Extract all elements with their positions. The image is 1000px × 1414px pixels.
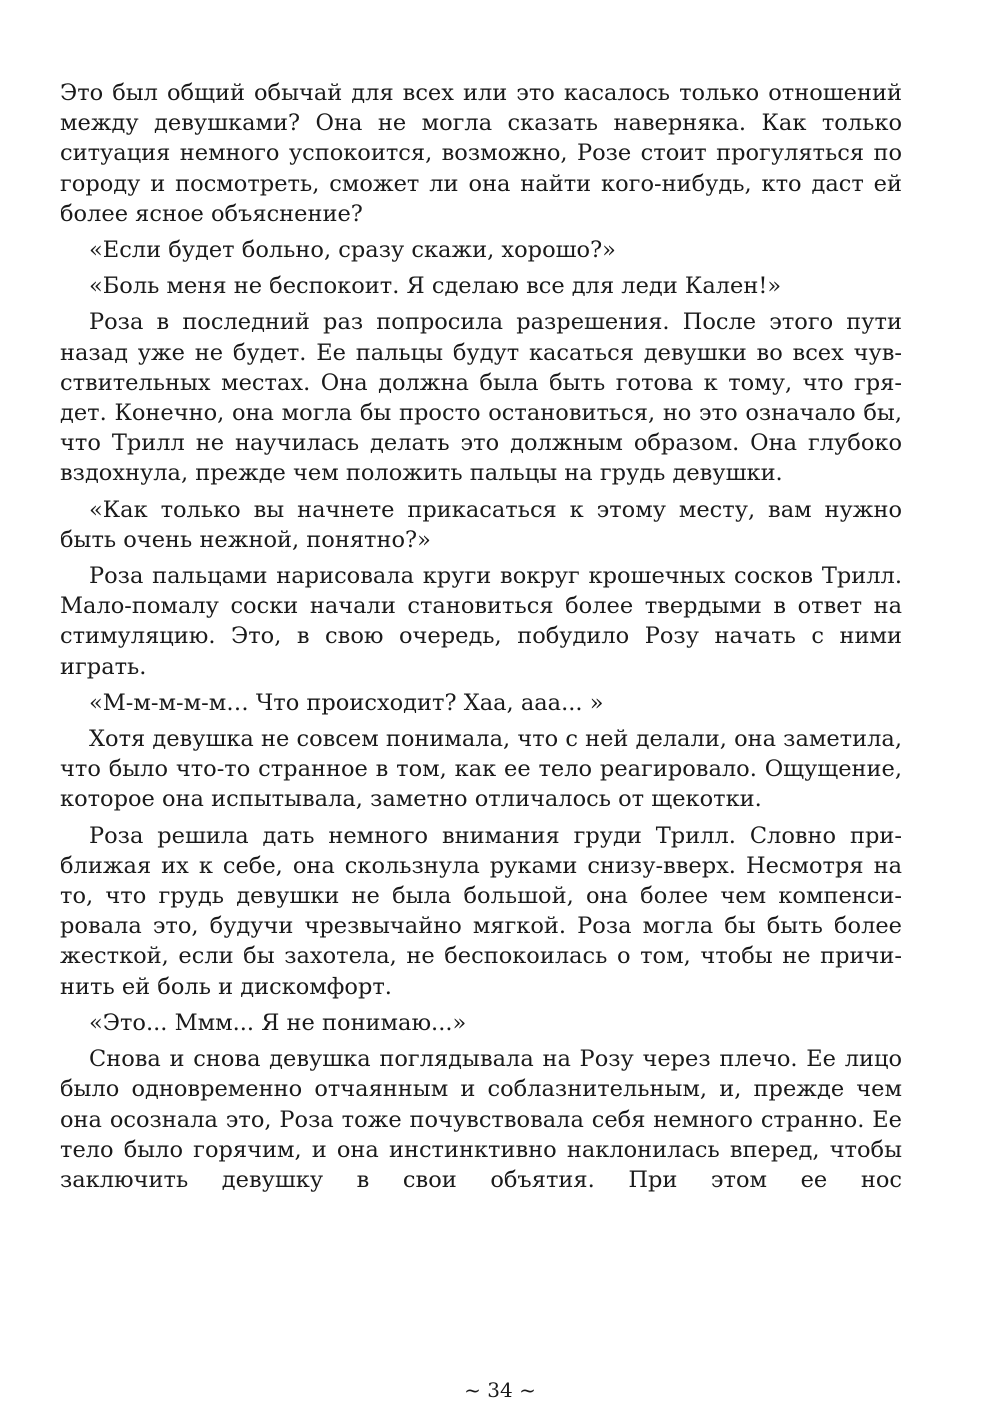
paragraph-11: Снова и снова девушка поглядывала на Розу через плечо. Ее лицо было одновременно отчаянным и соблазнительным, и, прежде чем она осознала это, Роза тоже почувствовала себя немного странно. Ее тело было горячим, и она инстинктивно наклонилась вперед, чтобы заключить девушку в свои объятия. При этом ее нос <box>60 1046 902 1193</box>
paragraph-6: Роза пальцами нарисовала круги вокруг крошечных сосков Трилл. Мало-помалу соски начали становиться более твердыми в ответ на стимуляцию. Это, в свою очередь, побудило Розу начать с ними играть. <box>60 563 902 680</box>
paragraph-7: «М-м-м-м-м… Что происходит? Хаа, ааа... » <box>89 689 604 716</box>
paragraph-3: «Боль меня не беспокоит. Я сделаю все для леди Кален!» <box>89 273 782 300</box>
paragraph-2: «Если будет больно, сразу скажи, хорошо?» <box>89 237 616 264</box>
paragraph-4: Роза в последний раз попросила разрешения. После этого пути назад уже не будет. Ее пальцы будут касаться девушки во всех чувствительных местах. Она должна была быть готова к тому, что грядет. Конечно, она могла бы просто остановиться, но это означало бы, что Трилл не научилась делать это должным образом. Она глубоко вздохнула, прежде чем положить пальцы на грудь девушки. <box>60 309 902 487</box>
page-body <box>60 78 902 1201</box>
paragraph-8: Хотя девушка не совсем понимала, что с ней делали, она заметила, что было что-то странное в том, как ее тело реагировало. Ощущение, которое она испытывала, заметно отличалось от щекотки. <box>60 726 902 813</box>
page-number: ~ 34 ~ <box>464 1378 536 1402</box>
paragraph-1: Это был общий обычай для всех или это касалось только отношений между девушками? Она не могла сказать наверняка. Как только ситуация немного успокоится, возможно, Розе стоит прогуляться по городу и посмотреть, сможет ли она найти кого-нибудь, кто даст ей более ясное объяснение? <box>60 80 902 227</box>
paragraph-5: «Как только вы начнете прикасаться к этому месту, вам нужно быть очень нежной, понятно?» <box>60 496 902 553</box>
paragraph-10: «Это... Ммм... Я не понимаю...» <box>89 1009 467 1036</box>
paragraph-9: Роза решила дать немного внимания груди Трилл. Словно приближая их к себе, она скользнула руками снизу-вверх. Несмотря на то, что грудь девушки не была большой, она более чем компенсировала это, будучи чрезвычайно мягкой. Роза могла бы быть более жесткой, если бы захотела, не беспокоилась о том, чтобы не причинить ей боль и дискомфорт. <box>60 822 902 1000</box>
